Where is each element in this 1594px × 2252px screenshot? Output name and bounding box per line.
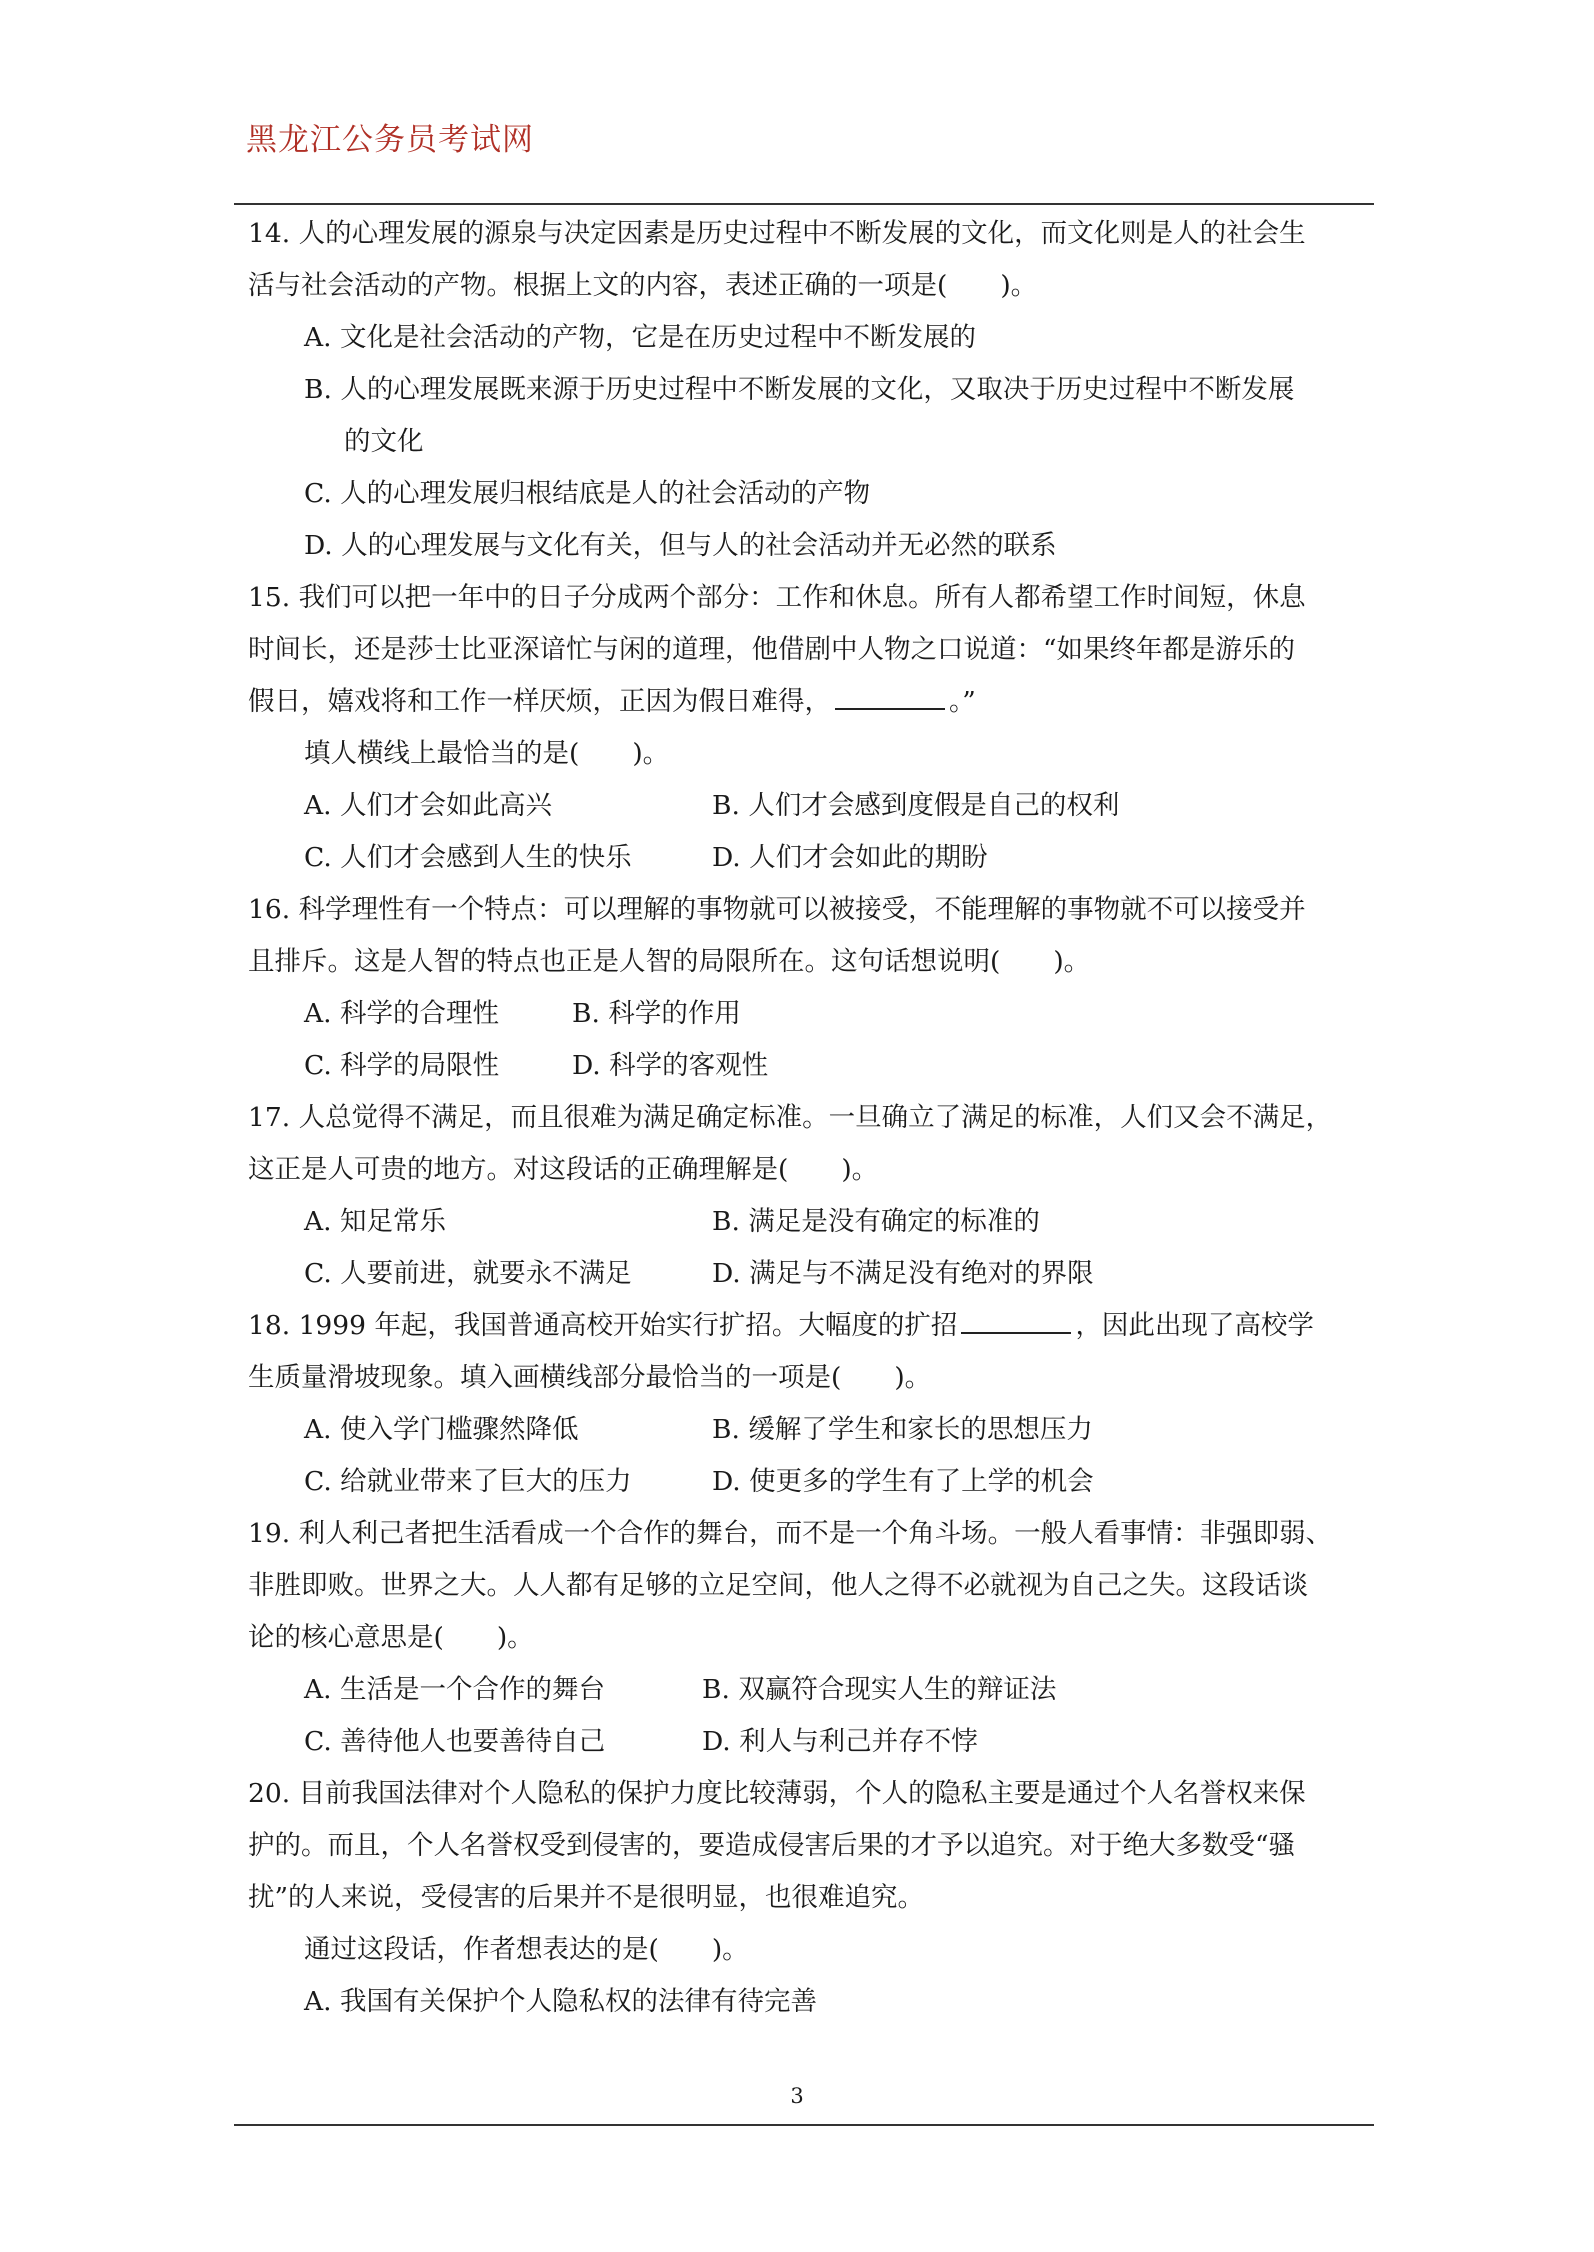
option-row (248, 1716, 1358, 1768)
stem-text: ，因此出现了高校学 (1075, 1310, 1314, 1341)
stem-text: 假日，嬉戏将和工作一样厌烦，正因为假日难得， (248, 686, 831, 717)
option-d: D. 人们才会如此的期盼 (712, 842, 988, 873)
question-stem: 护的。而且，个人名誉权受到侵害的，要造成侵害后果的才予以追究。对于绝大多数受“骚 (248, 1830, 1296, 1861)
option-row (248, 780, 1358, 832)
option-b: B. 科学的作用 (572, 998, 741, 1029)
option-b: B. 人们才会感到度假是自己的权利 (712, 790, 1120, 821)
question-16 (248, 884, 1358, 1092)
stem-text: 。” (949, 686, 976, 717)
option-d: D. 人的心理发展与文化有关，但与人的社会活动并无必然的联系 (304, 530, 1057, 561)
option-a: A. 使入学门槛骤然降低 (304, 1414, 579, 1445)
question-prompt: 通过这段话，作者想表达的是( )。 (304, 1934, 749, 1965)
option-b: B. 缓解了学生和家长的思想压力 (712, 1414, 1093, 1445)
question-stem: 这正是人可贵的地方。对这段话的正确理解是( )。 (248, 1154, 879, 1185)
question-stem: 20. 目前我国法律对个人隐私的保护力度比较薄弱，个人的隐私主要是通过个人名誉权来保 (248, 1778, 1306, 1809)
option-a: A. 科学的合理性 (304, 998, 499, 1029)
option-a: A. 我国有关保护个人隐私权的法律有待完善 (304, 1986, 817, 2017)
option-d: D. 使更多的学生有了上学的机会 (712, 1466, 1094, 1497)
option-b-continued: 的文化 (344, 426, 424, 457)
option-b: B. 满足是没有确定的标准的 (712, 1206, 1040, 1237)
question-stem (248, 676, 1358, 728)
stem-text: 18. 1999 年起，我国普通高校开始实行扩招。大幅度的扩招 (248, 1310, 958, 1341)
question-20 (248, 1768, 1358, 2028)
option-d: D. 利人与利己并存不悖 (702, 1726, 978, 1757)
option-c: C. 科学的局限性 (304, 1050, 500, 1081)
option-row (248, 1404, 1358, 1456)
question-stem: 论的核心意思是( )。 (248, 1622, 534, 1653)
question-stem: 非胜即败。世界之大。人人都有足够的立足空间，他人之得不必就视为自己之失。这段话谈 (248, 1570, 1308, 1601)
question-stem: 15. 我们可以把一年中的日子分成两个部分：工作和休息。所有人都希望工作时间短，休息 (248, 582, 1306, 613)
site-header: 黑龙江公务员考试网 (246, 122, 534, 158)
fill-in-blank (835, 686, 945, 710)
fill-in-blank (961, 1310, 1071, 1334)
option-a: A. 生活是一个合作的舞台 (304, 1674, 605, 1705)
question-stem: 17. 人总觉得不满足，而且很难为满足确定标准。一旦确立了满足的标准，人们又会不满足， (248, 1102, 1333, 1133)
option-row (248, 1040, 1358, 1092)
question-stem: 且排斥。这是人智的特点也正是人智的局限所在。这句话想说明( )。 (248, 946, 1091, 977)
option-a: A. 知足常乐 (304, 1206, 446, 1237)
option-c: C. 人要前进，就要永不满足 (304, 1258, 632, 1289)
option-row (248, 1196, 1358, 1248)
question-stem: 16. 科学理性有一个特点：可以理解的事物就可以被接受，不能理解的事物就不可以接受并 (248, 894, 1306, 925)
option-b: B. 双赢符合现实人生的辩证法 (702, 1674, 1057, 1705)
page-number: 3 (790, 2084, 804, 2108)
option-row (248, 1664, 1358, 1716)
question-prompt: 填人横线上最恰当的是( )。 (304, 738, 670, 769)
question-stem: 时间长，还是莎士比亚深谙忙与闲的道理，他借剧中人物之口说道：“如果终年都是游乐的 (248, 634, 1296, 665)
option-b: B. 人的心理发展既来源于历史过程中不断发展的文化，又取决于历史过程中不断发展 (304, 374, 1295, 405)
question-15 (248, 572, 1358, 884)
option-row (248, 988, 1358, 1040)
question-stem: 19. 利人利己者把生活看成一个合作的舞台，而不是一个角斗场。一般人看事情：非强即弱、 (248, 1518, 1333, 1549)
option-c: C. 善待他人也要善待自己 (304, 1726, 606, 1757)
option-d: D. 科学的客观性 (572, 1050, 769, 1081)
question-stem (248, 1300, 1358, 1352)
option-a: A. 文化是社会活动的产物，它是在历史过程中不断发展的 (304, 322, 976, 353)
question-14 (248, 208, 1358, 572)
question-19 (248, 1508, 1358, 1768)
option-c: C. 人们才会感到人生的快乐 (304, 842, 632, 873)
header-divider (234, 203, 1374, 205)
footer-divider (234, 2124, 1374, 2126)
question-stem: 活与社会活动的产物。根据上文的内容，表述正确的一项是( )。 (248, 270, 1038, 301)
option-row (248, 1456, 1358, 1508)
option-c: C. 人的心理发展归根结底是人的社会活动的产物 (304, 478, 871, 509)
option-d: D. 满足与不满足没有绝对的界限 (712, 1258, 1094, 1289)
question-18 (248, 1300, 1358, 1508)
option-row (248, 1248, 1358, 1300)
question-stem: 生质量滑坡现象。填入画横线部分最恰当的一项是( )。 (248, 1362, 932, 1393)
question-17 (248, 1092, 1358, 1300)
option-row (248, 832, 1358, 884)
question-stem: 扰”的人来说，受侵害的后果并不是很明显，也很难追究。 (248, 1882, 925, 1913)
option-a: A. 人们才会如此高兴 (304, 790, 552, 821)
option-c: C. 给就业带来了巨大的压力 (304, 1466, 632, 1497)
question-stem: 14. 人的心理发展的源泉与决定因素是历史过程中不断发展的文化，而文化则是人的社会生 (248, 218, 1306, 249)
question-list (248, 208, 1358, 2028)
